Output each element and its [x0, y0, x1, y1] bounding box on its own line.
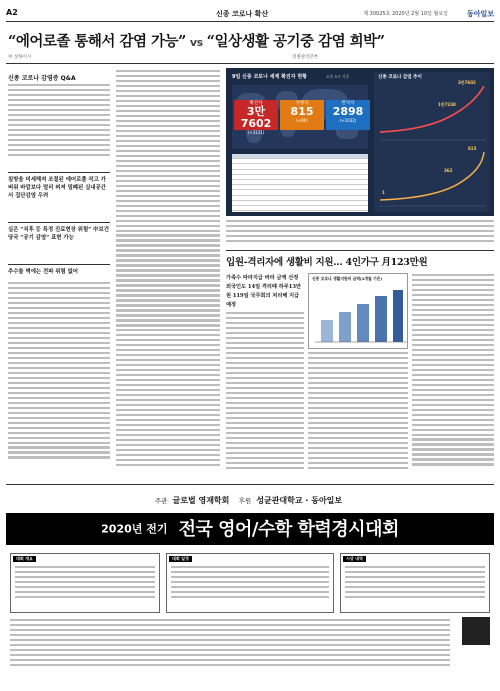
qr-code-icon — [462, 617, 490, 645]
ad-box-overview: 대회 개요 — [10, 553, 160, 613]
section-title: 신종 코로나 확산 — [216, 10, 269, 18]
ad-sponsors: 주관 글로벌 영재학회 후원 성균관대학교 · 동아일보 — [154, 496, 343, 505]
country-table — [232, 154, 368, 212]
section2-headline: 입원-격리자에 생활비 지원… 4인가구 月123만원 — [226, 257, 428, 268]
credit-right: 질병관리본부 — [292, 55, 319, 60]
page-header — [6, 8, 494, 22]
section2-deck: 가족수 따라지급 바라 금액 산정 외국인도 14일 격리때 하루13만원 119일 국무회의 처리해 지급 예정 — [226, 275, 301, 308]
ad-year: 2020년 전기 — [101, 522, 168, 536]
chart-value-5: 1 — [382, 190, 385, 195]
article-column-5 — [308, 352, 408, 480]
article-column-4 — [226, 312, 304, 480]
chart-value-top: 3만7602 — [458, 80, 476, 85]
headline-left: “에어로졸 통해서 감염 가능” — [8, 33, 186, 50]
article-column-1b — [8, 282, 110, 472]
stat-confirmed: 확진자 3만7602 (+3131) — [234, 100, 278, 130]
chart-title: 신종 코로나 감염 추이 — [378, 75, 422, 80]
chart-value-3: 815 — [468, 146, 477, 151]
infographic-title: 9일 신종 코로나 세계 확진자 현황 — [232, 74, 307, 80]
stat-deaths: 사망자 815 (+89) — [280, 100, 324, 130]
stat-recovered: 완치자 2898 (+1032) — [326, 100, 370, 130]
contest-advertisement — [6, 484, 494, 685]
article-column-6 — [412, 274, 494, 480]
infection-trend-chart — [374, 72, 490, 212]
page-number: A2 — [6, 8, 18, 17]
qa-title: 신종 코로나 감염증 Q&A — [8, 75, 76, 82]
support-bars — [309, 274, 409, 350]
infographic-time: 오후 9시 기준 — [326, 74, 350, 79]
credit-left: 中 상하이시 — [8, 55, 32, 60]
newspaper-logo: 동아일보 — [466, 10, 494, 18]
main-headline — [8, 30, 494, 51]
issue-date: 제 30025호 2020년 2월 10일 월요일 — [363, 11, 448, 17]
article-column-3 — [226, 220, 494, 250]
support-amount-chart — [308, 273, 408, 349]
chart-value-4: 362 — [444, 168, 453, 173]
support-chart-title: 신종 코로나 생활지원비 금액(1개월 기준) — [312, 276, 383, 281]
headline-vs: vs — [189, 36, 203, 49]
pull-quote-2: 실은 “직후 등 특정 진료현장 위험” 中보건당국 “공기 감염” 표현 가능 — [8, 222, 110, 258]
chart-value-2: 1만7238 — [438, 102, 456, 107]
ad-box-schedule: 대회 일정 — [166, 553, 334, 613]
covid-infographic — [226, 68, 494, 216]
trend-lines — [374, 72, 490, 212]
ad-box-awards: 시상 내역 — [340, 553, 490, 613]
ad-title: 전국 영어/수학 학력경시대회 — [178, 518, 399, 540]
article-column-2 — [116, 70, 220, 474]
pull-quote-1: 침방울 미세해져 조절된 에어로졸 작고 가벼워 바깥보다 멀리 퍼져 밀폐된 실내공간서 집단감염 우려 — [8, 172, 110, 216]
headline-right: “일상생활 공기중 감염 희박” — [206, 33, 385, 50]
divider — [226, 250, 494, 251]
ad-fine-print — [10, 619, 450, 679]
pull-quote-3: 추수를 벽에는 전파 위험 없어 — [8, 264, 110, 278]
article-column-1 — [8, 84, 110, 164]
ad-banner — [6, 513, 494, 545]
divider — [6, 63, 494, 64]
